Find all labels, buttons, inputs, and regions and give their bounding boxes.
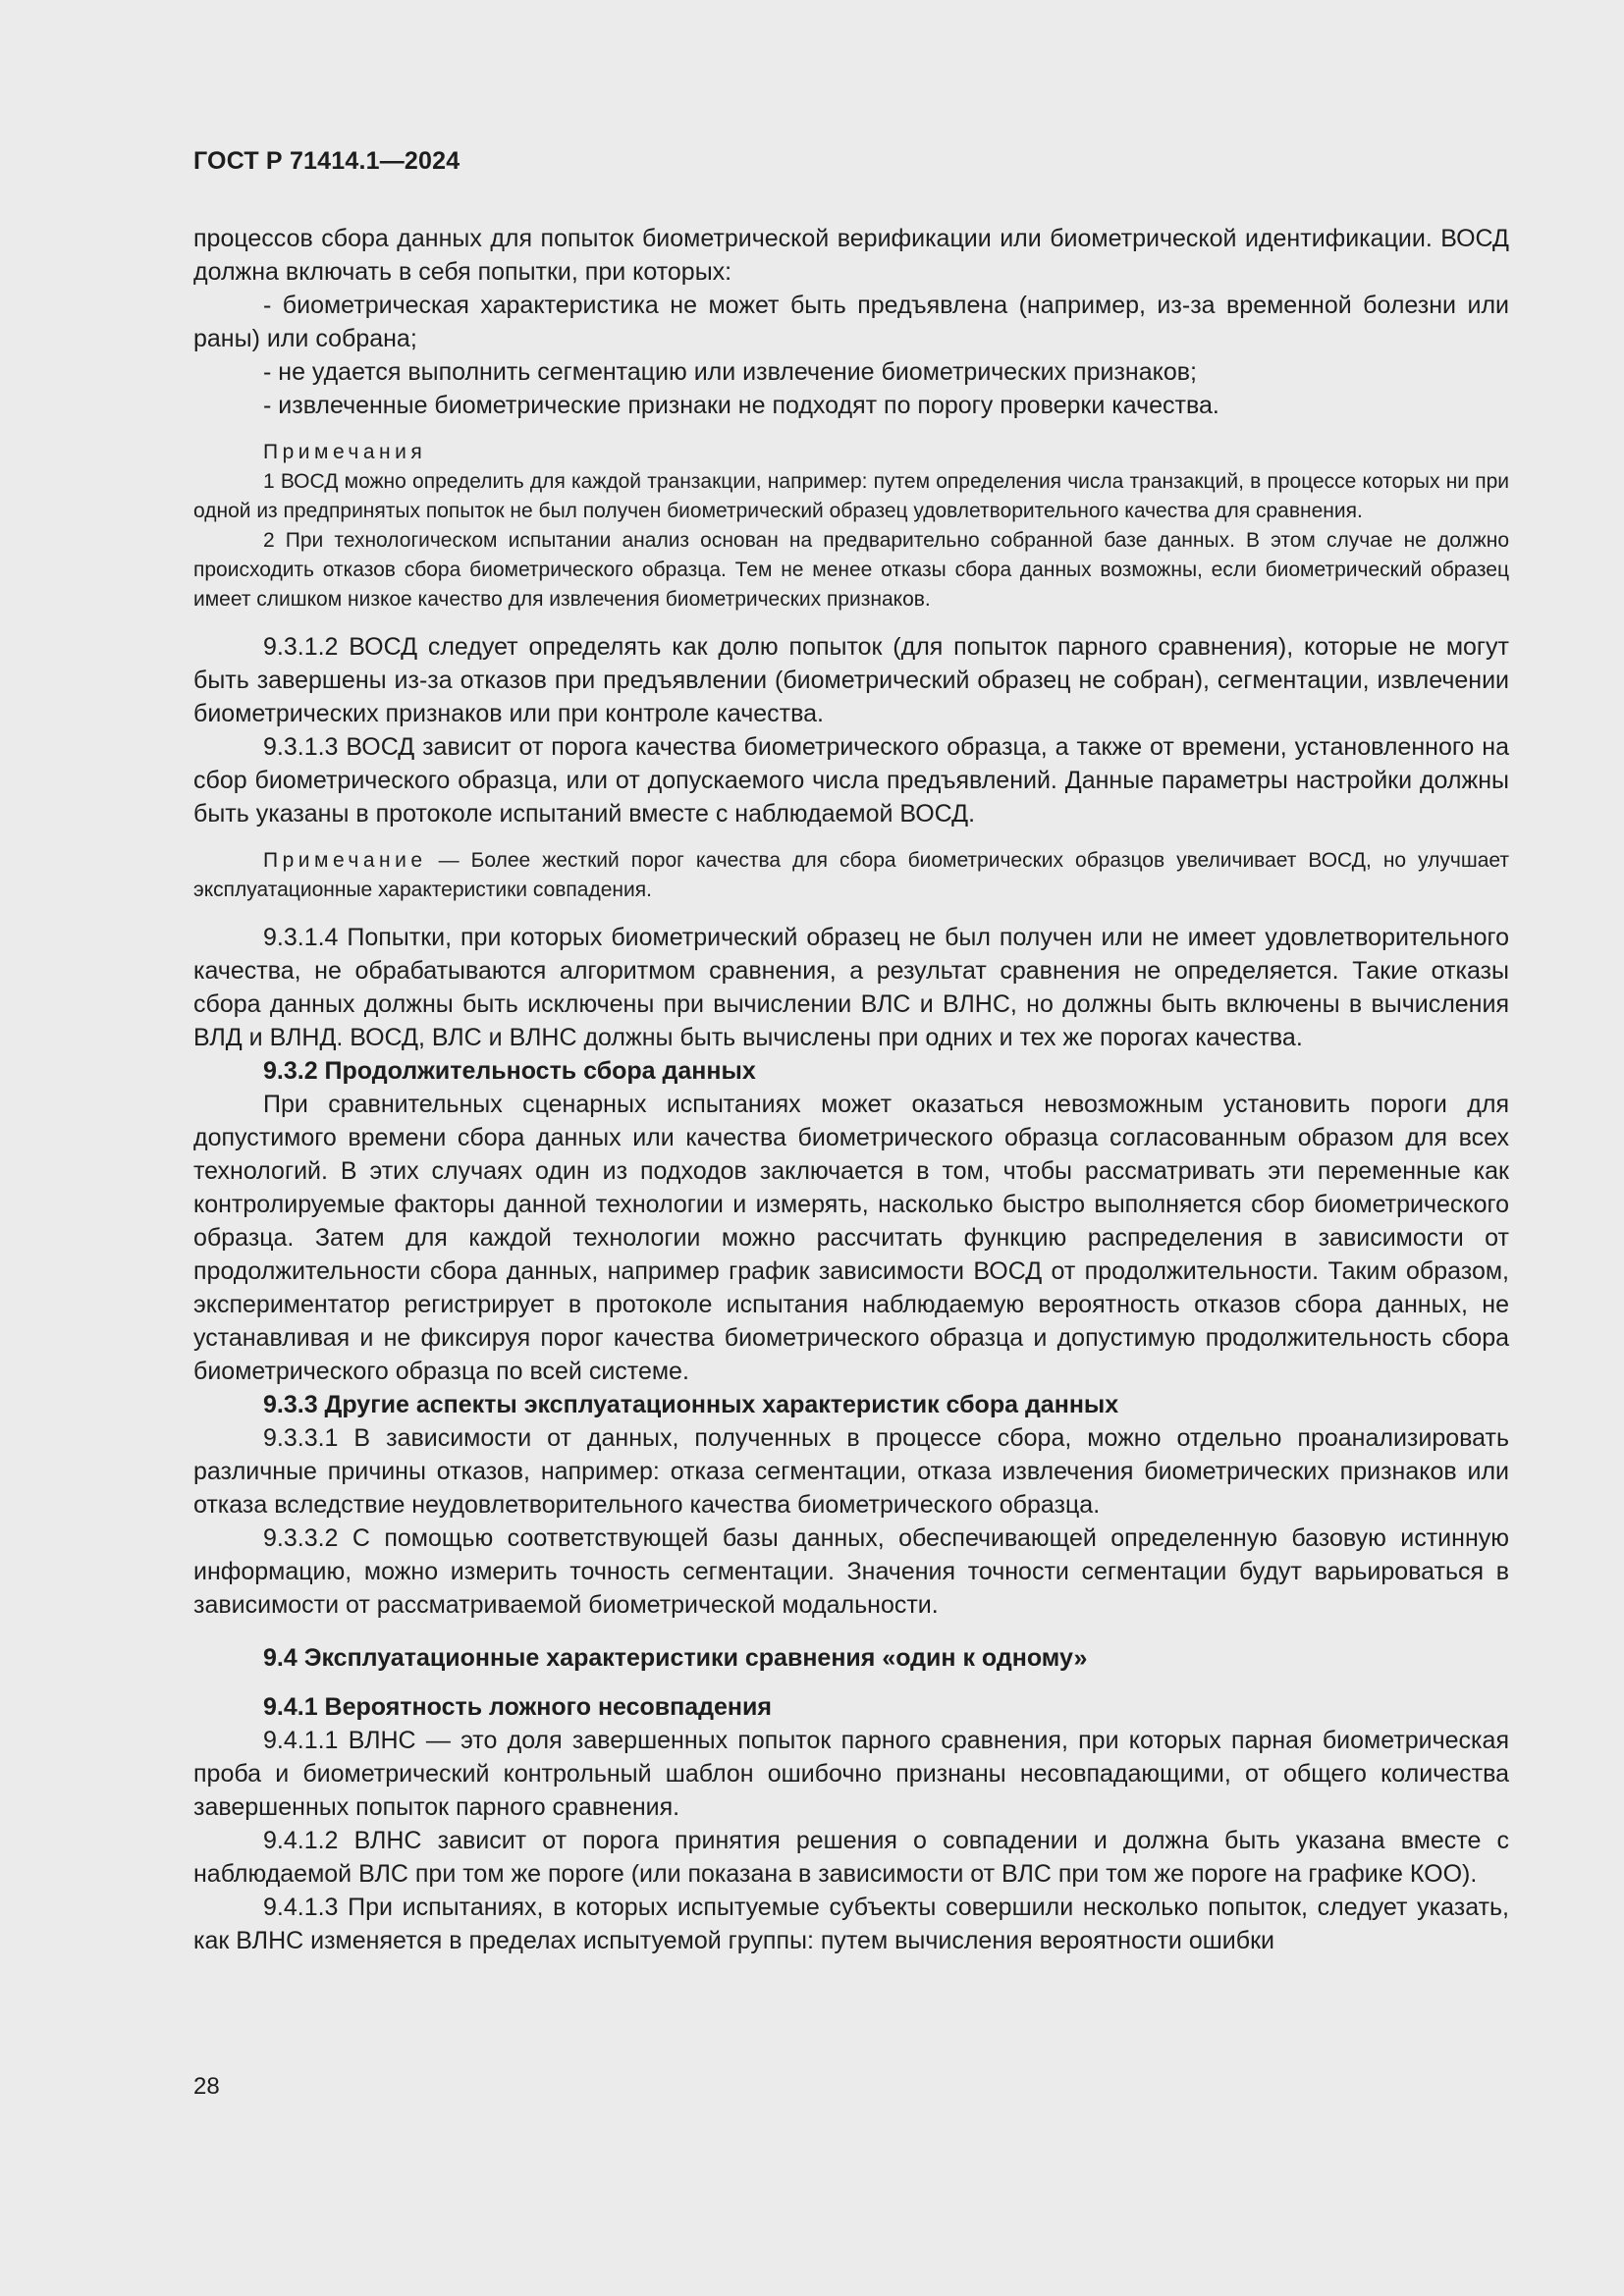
heading-9-4-1: 9.4.1 Вероятность ложного несовпадения bbox=[263, 1693, 772, 1721]
heading-9-3-2: 9.3.2 Продолжительность сбора данных bbox=[263, 1057, 756, 1085]
paragraph-9-3-1-4: 9.3.1.4 Попытки, при которых биометрический образец не был получен или не имеет удовлетворительного качества, не обрабатываются алгоритмом сравнения, а результат сравнения не определяется. Такие отказы сбора данных должны быть исключены при вычислении ВЛС и ВЛНС, но должны быть включены в вычисления ВЛД и ВЛНД. ВОСД, ВЛС и ВЛНС должны быть вычислены при одних и тех же порогах качества. bbox=[193, 924, 1509, 1051]
note-item: 2 При технологическом испытании анализ основан на предварительно собранной базе данных. В этом случае не должно происходить отказов сбора биометрического образца. Тем не менее отказы сбора данных возможны, если биометрический образец имеет слишком низкое качество для извлечения биометрических признаков. bbox=[193, 529, 1509, 611]
document-body bbox=[193, 222, 1509, 1957]
list-item: - биометрическая характеристика не может быть предъявлена (например, из-за временной болезни или раны) или собрана; bbox=[193, 292, 1509, 352]
note-text: — Более жесткий порог качества для сбора биометрических образцов увеличивает ВОСД, но улучшает эксплуатационные характеристики совпадения. bbox=[193, 849, 1509, 901]
paragraph-9-3-3-1: 9.3.3.1 В зависимости от данных, полученных в процессе сбора, можно отдельно проанализировать различные причины отказов, например: отказа сегментации, отказа извлечения биометрических признаков или отказа вследствие неудовлетворительного качества биометрического образца. bbox=[193, 1424, 1509, 1519]
paragraph-9-3-3-2: 9.3.3.2 С помощью соответствующей базы данных, обеспечивающей определенную базовую истинную информацию, можно измерить точность сегментации. Значения точности сегментации будут варьироваться в зависимости от рассматриваемой биометрической модальности. bbox=[193, 1524, 1509, 1619]
heading-9-4: 9.4 Эксплуатационные характеристики сравнения «один к одному» bbox=[263, 1644, 1088, 1672]
notes-title: Примечания bbox=[263, 441, 427, 463]
list-item: - извлеченные биометрические признаки не подходят по порогу проверки качества. bbox=[263, 392, 1219, 419]
heading-9-3-3: 9.3.3 Другие аспекты эксплуатационных характеристик сбора данных bbox=[263, 1391, 1119, 1418]
paragraph-9-4-1-3: 9.4.1.3 При испытаниях, в которых испытуемые субъекты совершили несколько попыток, следует указать, как ВЛНС изменяется в пределах испытуемой группы: путем вычисления вероятности ошибки bbox=[193, 1894, 1509, 1954]
paragraph-9-4-1-1: 9.4.1.1 ВЛНС — это доля завершенных попыток парного сравнения, при которых парная биометрическая проба и биометрический контрольный шаблон ошибочно признаны несовпадающими, от общего количества завершенных попыток парного сравнения. bbox=[193, 1727, 1509, 1821]
page-number: 28 bbox=[193, 2073, 220, 2100]
document-header: ГОСТ Р 71414.1—2024 bbox=[193, 147, 460, 175]
paragraph-continuation: процессов сбора данных для попыток биометрической верификации или биометрической идентификации. ВОСД должна включать в себя попытки, при которых: bbox=[193, 225, 1509, 286]
paragraph-9-3-2: При сравнительных сценарных испытаниях может оказаться невозможным установить пороги для допустимого времени сбора данных или качества биометрического образца согласованным образом для всех технологий. В этих случаях один из подходов заключается в том, чтобы рассматривать эти переменные как контролируемые факторы данной технологии и измерять, насколько быстро выполняется сбор биометрического образца. Затем для каждой технологии можно рассчитать функцию распределения в зависимости от продолжительности сбора данных, например график зависимости ВОСД от продолжительности. Таким образом, экспериментатор регистрирует в протоколе испытания наблюдаемую вероятность отказов сбора данных, не устанавливая и не фиксируя порог качества биометрического образца и допустимую продолжительность сбора биометрического образца по всей системе. bbox=[193, 1091, 1509, 1385]
list-item: - не удается выполнить сегментацию или извлечение биометрических признаков; bbox=[263, 358, 1197, 386]
note-single bbox=[193, 846, 1509, 905]
note-item: 1 ВОСД можно определить для каждой транзакции, например: путем определения числа транзакций, в процессе которых ни при одной из предпринятых попыток не был получен биометрический образец удовлетворительного качества для сравнения. bbox=[193, 470, 1509, 522]
note-label: Примечание bbox=[263, 849, 427, 872]
paragraph-9-3-1-2: 9.3.1.2 ВОСД следует определять как долю попыток (для попыток парного сравнения), которые не могут быть завершены из-за отказов при предъявлении (биометрический образец не собран), сегментации, извлечении биометрических признаков или при контроле качества. bbox=[193, 633, 1509, 727]
paragraph-9-4-1-2: 9.4.1.2 ВЛНС зависит от порога принятия решения о совпадении и должна быть указана вместе с наблюдаемой ВЛС при том же пороге (или показана в зависимости от ВЛС при том же пороге на графике КОО). bbox=[193, 1827, 1509, 1888]
paragraph-9-3-1-3: 9.3.1.3 ВОСД зависит от порога качества биометрического образца, а также от времени, установленного на сбор биометрического образца, или от допускаемого числа предъявлений. Данные параметры настройки должны быть указаны в протоколе испытаний вместе с наблюдаемой ВОСД. bbox=[193, 733, 1509, 828]
